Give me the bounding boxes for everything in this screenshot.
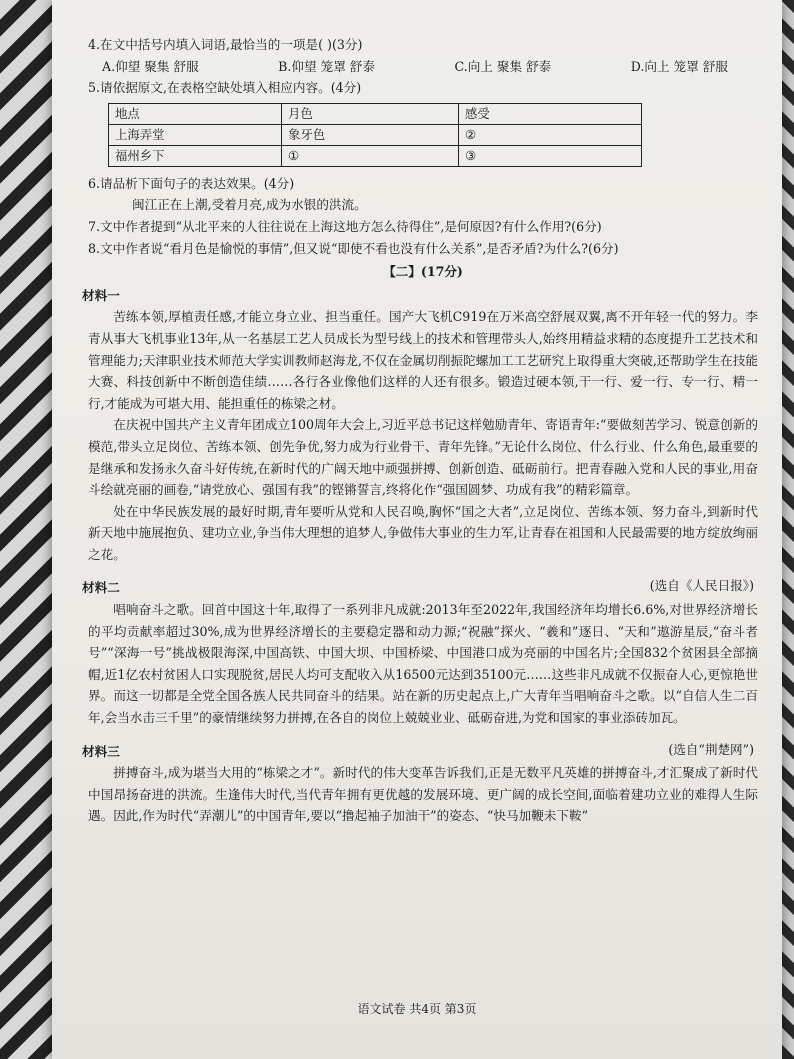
- option-b: B.仰望 笼罩 舒泰: [278, 58, 375, 74]
- material-1-paragraph: 在庆祝中国共产主义青年团成立100周年大会上,习近平总书记这样勉励青年、寄语青年:“要做刻苦学习、锐意创新的模范,带头立足岗位、苦练本领、创先争优,努力成为行业骨干、青年先锋。”无论什么岗位、什么行业、什么角色,最重要的是继承和发扬永久奋斗好传统,在新时代的广阔天地中顽强拼搏、创新创造、砥砺前行。把青春融入党和人民的事业,用奋斗绘就亮丽的画卷,“请党放心、强国有我”的铿锵誓言,终将化作“强国圆梦、功成有我”的精彩篇章。: [88, 417, 758, 498]
- material-2-header: [82, 575, 758, 599]
- table-header: 感受: [459, 103, 642, 124]
- answer-table: [108, 103, 642, 167]
- question-6: 6.请品析下面句子的表达效果。(4分): [88, 175, 295, 191]
- material-3-title: 材料三: [82, 743, 120, 759]
- option-c: C.向上 聚集 舒泰: [454, 58, 552, 74]
- table-header-row: [109, 103, 642, 124]
- material-2-source: (选自“荆楚网”): [668, 741, 754, 757]
- table-header: 月色: [282, 103, 459, 124]
- option-a: A.仰望 聚集 舒服: [102, 58, 199, 74]
- table-header: 地点: [109, 103, 282, 124]
- table-row: [109, 124, 642, 145]
- question-6-quote: 闽江正在上潮,受着月亮,成为水银的洪流。: [132, 197, 367, 213]
- option-d: D.向上 笼罩 舒服: [630, 58, 728, 74]
- material-1-paragraph: 处在中华民族发展的最好时期,青年要听从党和人民召唤,胸怀“国之大者”,立足岗位、苦练本领、努力奋斗,到新时代新天地中施展抱负、建功立业,争当伟大理想的追梦人,争做伟大事业的生力军,让青春在祖国和人民最需要的地方绽放绚丽之花。: [88, 503, 758, 562]
- material-3-paragraph: 拼搏奋斗,成为堪当大用的“栋梁之才”。新时代的伟大变革告诉我们,正是无数平凡英雄的拼搏奋斗,才汇聚成了新时代中国昂扬奋进的洪流。生逢伟大时代,当代青年拥有更优越的发展环境、更广阔的成长空间,面临着建功立业的难得人生际遇。因此,作为时代“弄潮儿”的中国青年,要以“撸起袖子加油干”的姿态、“快马加鞭未下鞍”: [88, 765, 758, 824]
- question-8: 8.文中作者说“看月色是愉悦的事情”,但又说“即使不看也没有什么关系”,是否矛盾?为什么?(6分): [88, 240, 619, 256]
- table-cell: 象牙色: [282, 124, 459, 145]
- material-2-title: 材料二: [82, 580, 120, 596]
- question-5: 5.请依据原文,在表格空缺处填入相应内容。(4分): [88, 80, 362, 96]
- material-1-title: 材料一: [82, 287, 120, 303]
- question-7: 7.文中作者提到“从北平来的人往往说在上海这地方怎么待得住”,是何原因?有什么作用?(6分): [88, 218, 602, 234]
- question-4: 4.在文中括号内填入词语,最恰当的一项是( )(3分): [88, 37, 363, 52]
- material-1-paragraph: 苦练本领,厚植责任感,才能立身立业、担当重任。国产大飞机C919在万米高空舒展双翼,离不开年轻一代的努力。李青从事大飞机事业13年,从一名基层工艺人员成长为型号线上的技术和管理带头人,始终用精益求精的态度提升工艺技术和管理能力;天津职业技术师范大学实训教师赵海龙,不仅在金属切削振陀螺加工工艺研究上取得重大突破,还帮助学生在技能大赛、科技创新中不断创造佳绩……各行各业像他们这样的人还有很多。锻造过硬本领,干一行、爱一行、专一行、精一行,才能成为可堪大用、能担重任的栋梁之材。: [88, 309, 758, 411]
- page-footer: 语文试卷 共4页 第3页: [357, 1002, 477, 1017]
- table-cell: ①: [282, 145, 459, 166]
- table-cell: 福州乡下: [109, 145, 282, 166]
- table-cell: ②: [459, 124, 642, 145]
- question-4-options: [88, 56, 758, 78]
- exam-page: [52, 0, 782, 1059]
- material-1-source: (选自《人民日报》): [649, 578, 754, 594]
- table-row: [109, 145, 642, 166]
- material-2-paragraph: 唱响奋斗之歌。回首中国这十年,取得了一系列非凡成就:2013年至2022年,我国经济年均增长6.6%,对世界经济增长的平均贡献率超过30%,成为世界经济增长的主要稳定器和动力源;“祝融”探火、“羲和”逐日、“天和”遨游星辰,“奋斗者号”“深海一号”挑战极限海深,中国高铁、中国大坝、中国桥梁、中国港口成为亮丽的中国名片;全国832个贫困县全部摘帽,近1亿农村贫困人口实现脱贫,居民人均可支配收入从16500元达到35100元……这些非凡成就不仅振奋人心,更惊艳世界。而这一切都是全党全国各族人民共同奋斗的结果。站在新的历史起点上,广大青年当唱响奋斗之歌。以“自信人生二百年,会当水击三千里”的豪情继续努力拼搏,在各自的岗位上兢兢业业、砥砺奋进,为党和国家的事业添砖加瓦。: [88, 602, 758, 726]
- table-cell: 上海弄堂: [109, 124, 282, 145]
- material-3-header: [82, 739, 758, 763]
- section-title: 【二】(17分): [383, 264, 463, 280]
- table-cell: ③: [459, 145, 642, 166]
